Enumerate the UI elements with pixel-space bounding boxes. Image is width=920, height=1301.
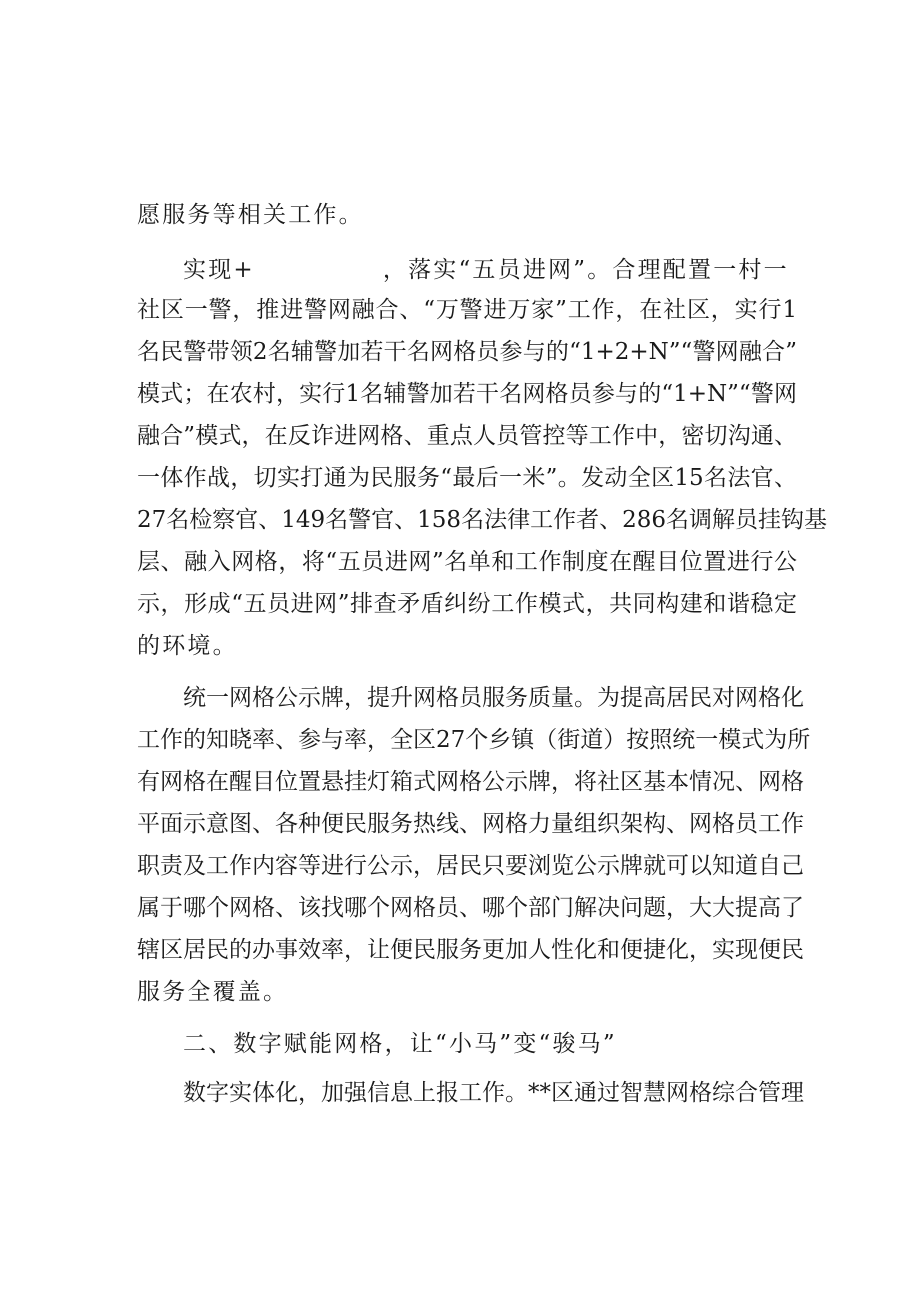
paragraph-line: 名民警带领2名辅警加若干名网格员参与的“1+2+N”“警网融合” (137, 339, 797, 365)
paragraph-line: 愿服务等相关工作。 (137, 202, 364, 228)
paragraph-line: 层、融入网格，将“五员进网”名单和工作制度在醒目位置进行公 (137, 549, 797, 575)
paragraph-line: 数字实体化，加强信息上报工作。**区通过智慧网格综合管理 (183, 1080, 804, 1106)
paragraph-line: 27名检察官、149名警官、158名法律工作者、286名调解员挂钩基 (137, 507, 827, 533)
paragraph-line: 模式；在农村，实行1名辅警加若干名网格员参与的“1+N”“警网 (137, 381, 797, 407)
paragraph-line: 社区一警，推进警网融合、“万警进万家”工作，在社区，实行1 (137, 297, 797, 323)
line-text-start: 实现+ (183, 257, 255, 283)
paragraph-line: 属于哪个网格、该找哪个网格员、哪个部门解决问题，大大提高了 (137, 895, 804, 921)
paragraph-line: 工作的知晓率、参与率，全区27个乡镇（街道）按照统一模式为所 (137, 727, 811, 753)
paragraph-line: 统一网格公示牌，提升网格员服务质量。为提高居民对网格化 (183, 685, 804, 711)
paragraph-line: 辖区居民的办事效率，让便民服务更加人性化和便捷化，实现便民 (137, 937, 804, 963)
paragraph-line: 有网格在醒目位置悬挂灯箱式网格公示牌，将社区基本情况、网格 (137, 769, 804, 795)
paragraph-line: 示，形成“五员进网”排查矛盾纠纷工作模式，共同构建和谐稳定 (137, 591, 797, 617)
paragraph-line: 职责及工作内容等进行公示，居民只要浏览公示牌就可以知道自己 (137, 853, 804, 879)
paragraph-line (183, 255, 797, 285)
paragraph-line: 的环境。 (137, 633, 238, 659)
paragraph-line: 平面示意图、各种便民服务热线、网格力量组织架构、网格员工作 (137, 811, 804, 837)
paragraph-line: 融合”模式，在反诈进网格、重点人员管控等工作中，密切沟通、 (137, 423, 797, 449)
line-text-end: ，落实“五员进网”。合理配置一村一 (382, 257, 789, 283)
paragraph-line: 服务全覆盖。 (137, 979, 289, 1005)
paragraph-line: 一体作战，切实打通为民服务“最后一米”。发动全区15名法官、 (137, 465, 797, 491)
section-heading: 二、数字赋能网格，让“小马”变“骏马” (183, 1031, 617, 1057)
